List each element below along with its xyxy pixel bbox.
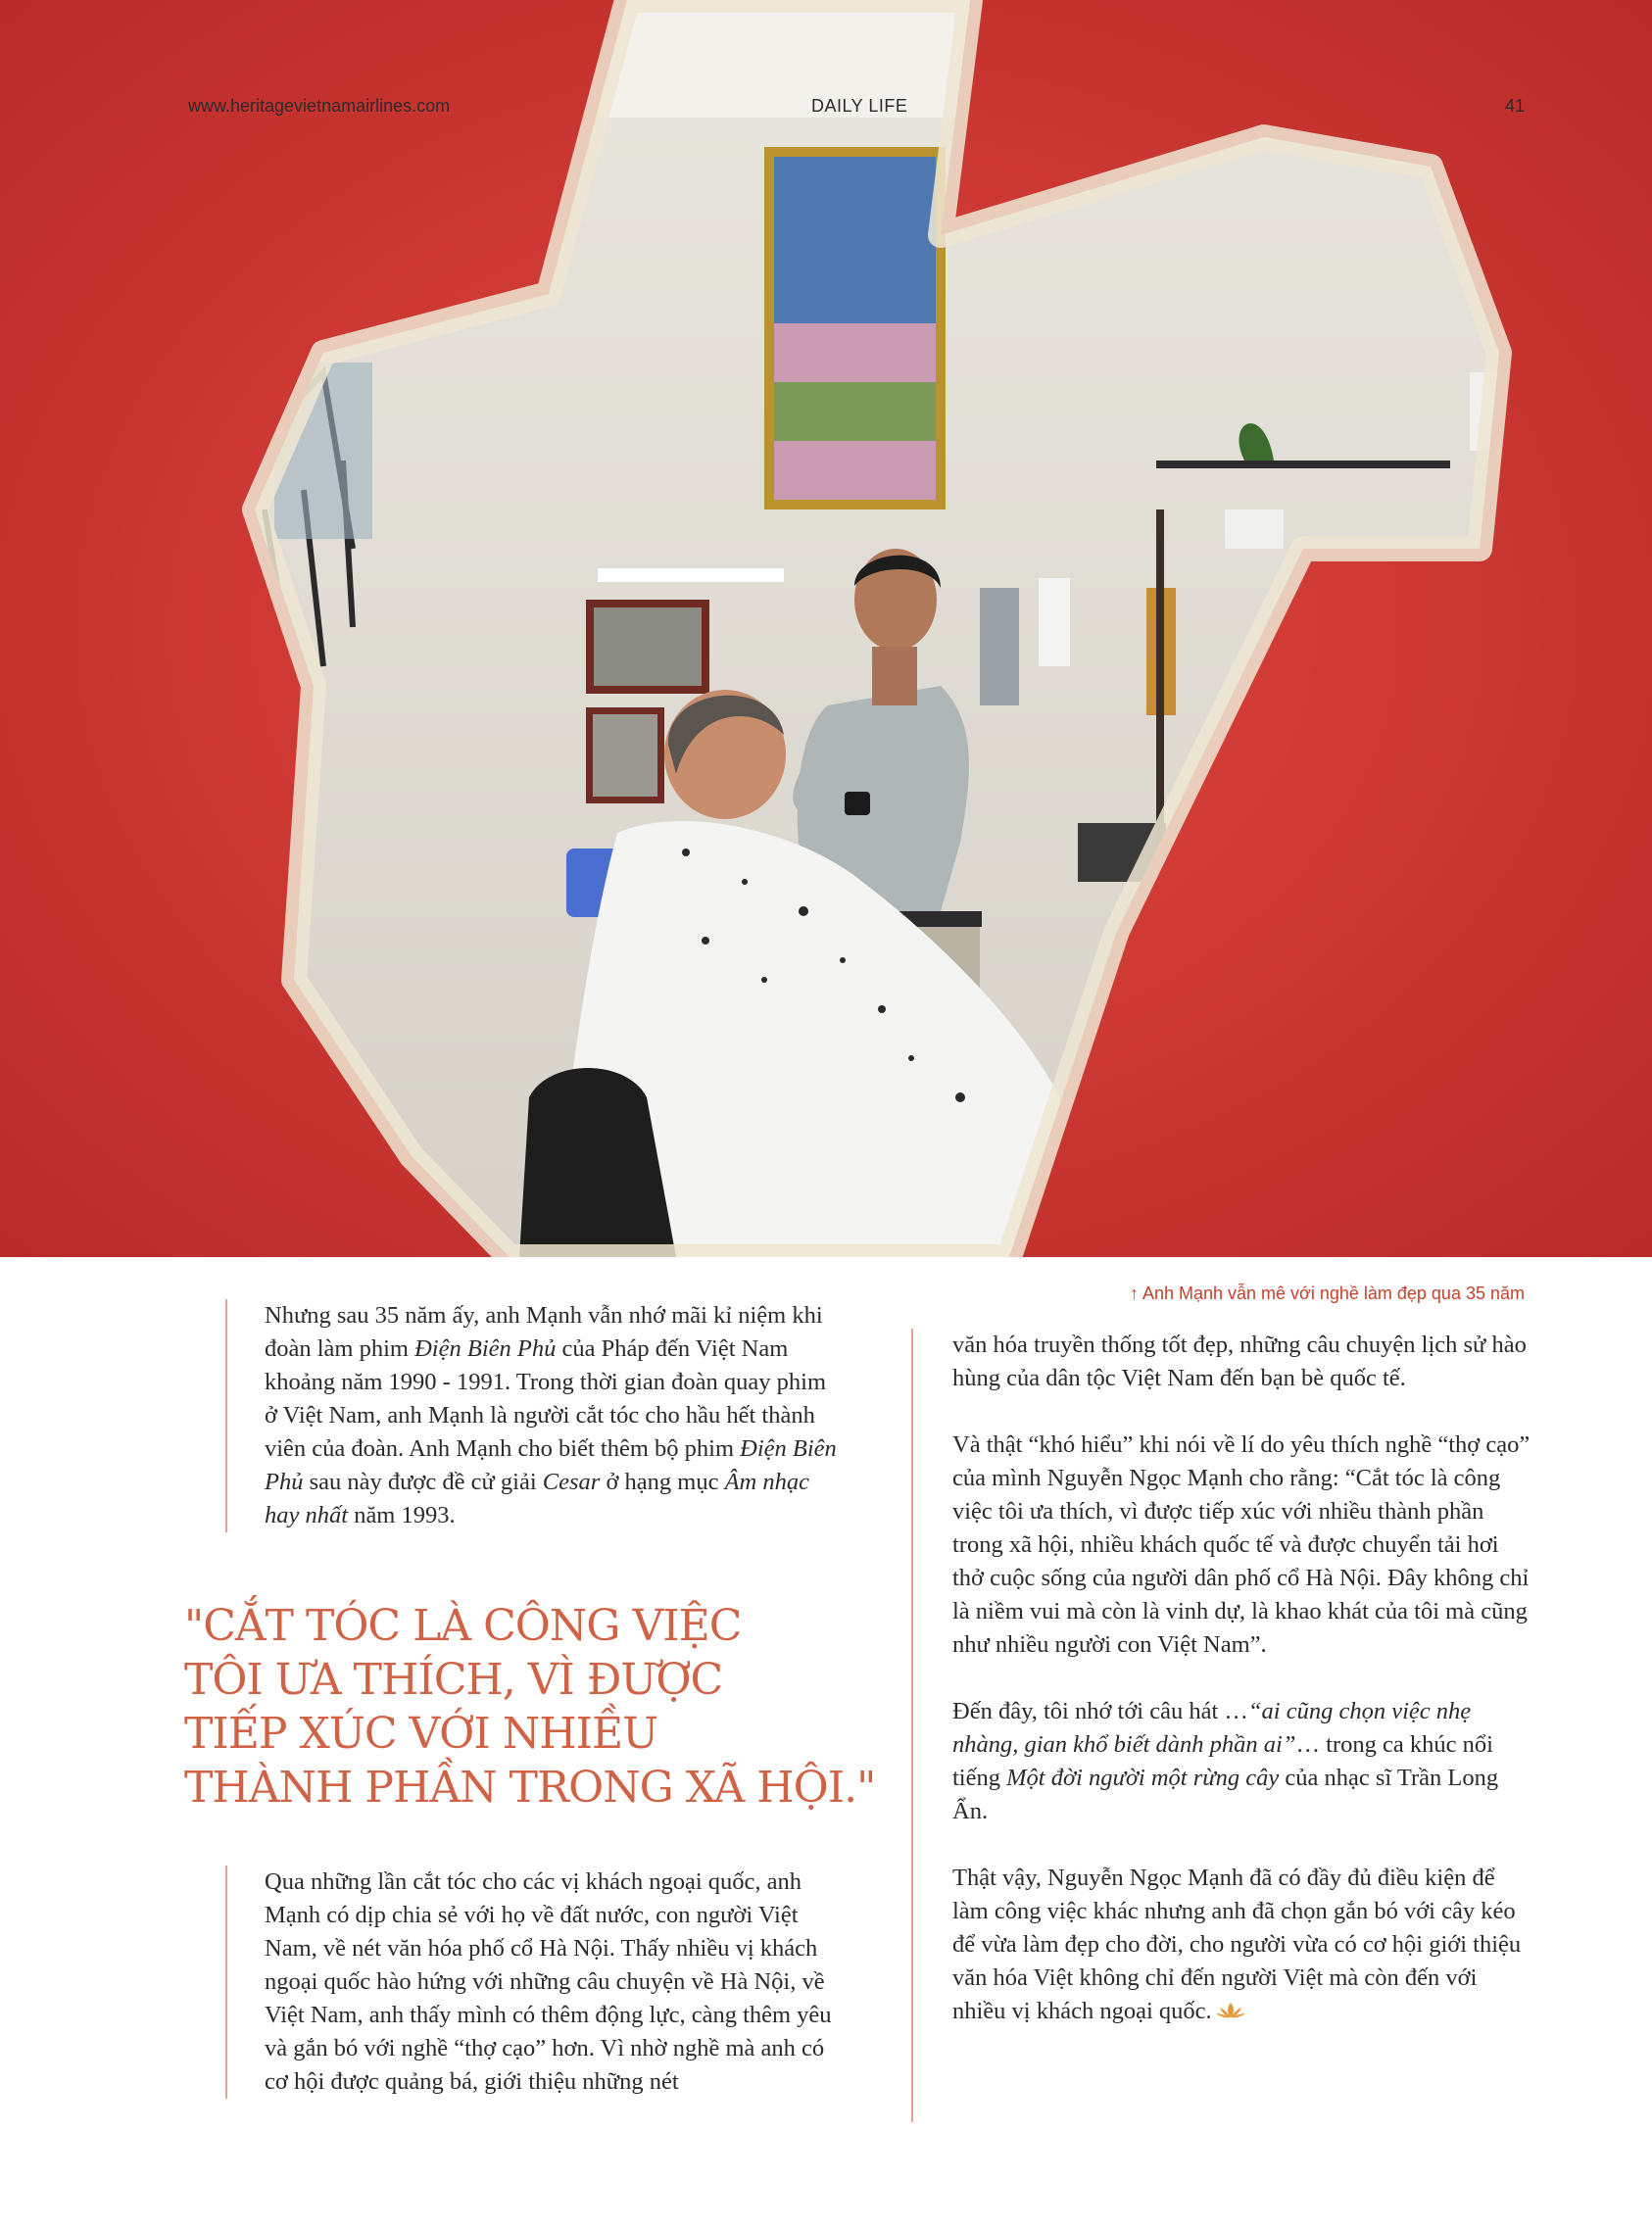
body-paragraph: Và thật “khó hiểu” khi nói về lí do yêu thích nghề “thợ cạo” của mình Nguyễn Ngọc Mạnh cho rằng: “Cắt tóc là công việc tôi ưa thích, vì được tiếp xúc với nhiều thành phần trong xã hội, nhiều khách quốc tế và được chuyển tải hơi thở cuộc sống của người dân phố cổ Hà Nội. Đây không chỉ là niềm vui mà còn là vinh dự, là khao khát của tôi mà cũng như nhiều người con Việt Nam”. bbox=[952, 1431, 1531, 1658]
body-paragraph-text: Thật vậy, Nguyễn Ngọc Mạnh đã có đầy đủ điều kiện để làm công việc khác nhưng anh đã chọn gắn bó với cây kéo để vừa làm đẹp cho đời, cho người vừa có cơ hội giới thiệu văn hóa Việt không chỉ đến người Việt mà còn đến với nhiều vị khách ngoại quốc. bbox=[952, 1865, 1522, 2024]
body-paragraph: Qua những lần cắt tóc cho các vị khách ngoại quốc, anh Mạnh có dịp chia sẻ với họ về đất nước, con người Việt Nam, về nét văn hóa phố cổ Hà Nội. Thấy nhiều vị khách ngoại quốc hào hứng với những câu chuyện về Hà Nội, về Việt Nam, anh thấy mình có thêm động lực, càng thêm yêu và gắn bó với nghề “thợ cạo” hơn. Vì nhờ nghề mà anh có cơ hội được quảng bá, giới thiệu những nét bbox=[265, 1868, 832, 2095]
left-column-paragraph-2 bbox=[225, 1866, 843, 2099]
body-paragraph: Nhưng sau 35 năm ấy, anh Mạnh vẫn nhớ mãi kỉ niệm khi đoàn làm phim Điện Biên Phủ của Pháp đến Việt Nam khoảng năm 1990 - 1991. Trong thời gian đoàn quay phim ở Việt Nam, anh Mạnh là người cắt tóc cho hầu hết thành viên của đoàn. Anh Mạnh cho biết thêm bộ phim Điện Biên Phủ sau này được đề cử giải Cesar ở hạng mục Âm nhạc hay nhất năm 1993. bbox=[265, 1302, 837, 1528]
left-column-paragraph-1 bbox=[225, 1299, 843, 1532]
pull-quote-line: TIẾP XÚC VỚI NHIỀU bbox=[184, 1709, 658, 1759]
right-column bbox=[911, 1329, 1531, 2122]
body-paragraph: Đến đây, tôi nhớ tới câu hát …“ai cũng chọn việc nhẹ nhàng, gian khổ biết dành phần ai”… trong ca khúc nổi tiếng Một đời người một rừng cây của nhạc sĩ Trần Long Ẩn. bbox=[952, 1698, 1499, 1824]
photo-caption bbox=[1130, 1284, 1525, 1304]
body-paragraph bbox=[952, 1862, 1531, 2029]
pull-quote-line: THÀNH PHẦN TRONG XÃ HỘI." bbox=[184, 1763, 876, 1813]
pull-quote-line: TÔI ƯA THÍCH, VÌ ĐƯỢC bbox=[184, 1655, 723, 1705]
page-number: 41 bbox=[1504, 96, 1525, 116]
arrow-up-icon: ↑ bbox=[1129, 1284, 1139, 1303]
caption-text: Anh Mạnh vẫn mê với nghề làm đẹp qua 35 năm bbox=[1142, 1284, 1525, 1303]
section-label: DAILY LIFE bbox=[811, 96, 908, 116]
website-url[interactable]: www.heritagevietnamairlines.com bbox=[188, 96, 451, 116]
pull-quote bbox=[184, 1599, 876, 1815]
lotus-icon bbox=[1216, 1996, 1245, 2029]
body-paragraph: văn hóa truyền thống tốt đẹp, những câu chuyện lịch sử hào hùng của dân tộc Việt Nam đến bạn bè quốc tế. bbox=[952, 1332, 1527, 1391]
running-head bbox=[0, 96, 1652, 125]
pull-quote-line: "CẮT TÓC LÀ CÔNG VIỆC bbox=[184, 1601, 742, 1651]
